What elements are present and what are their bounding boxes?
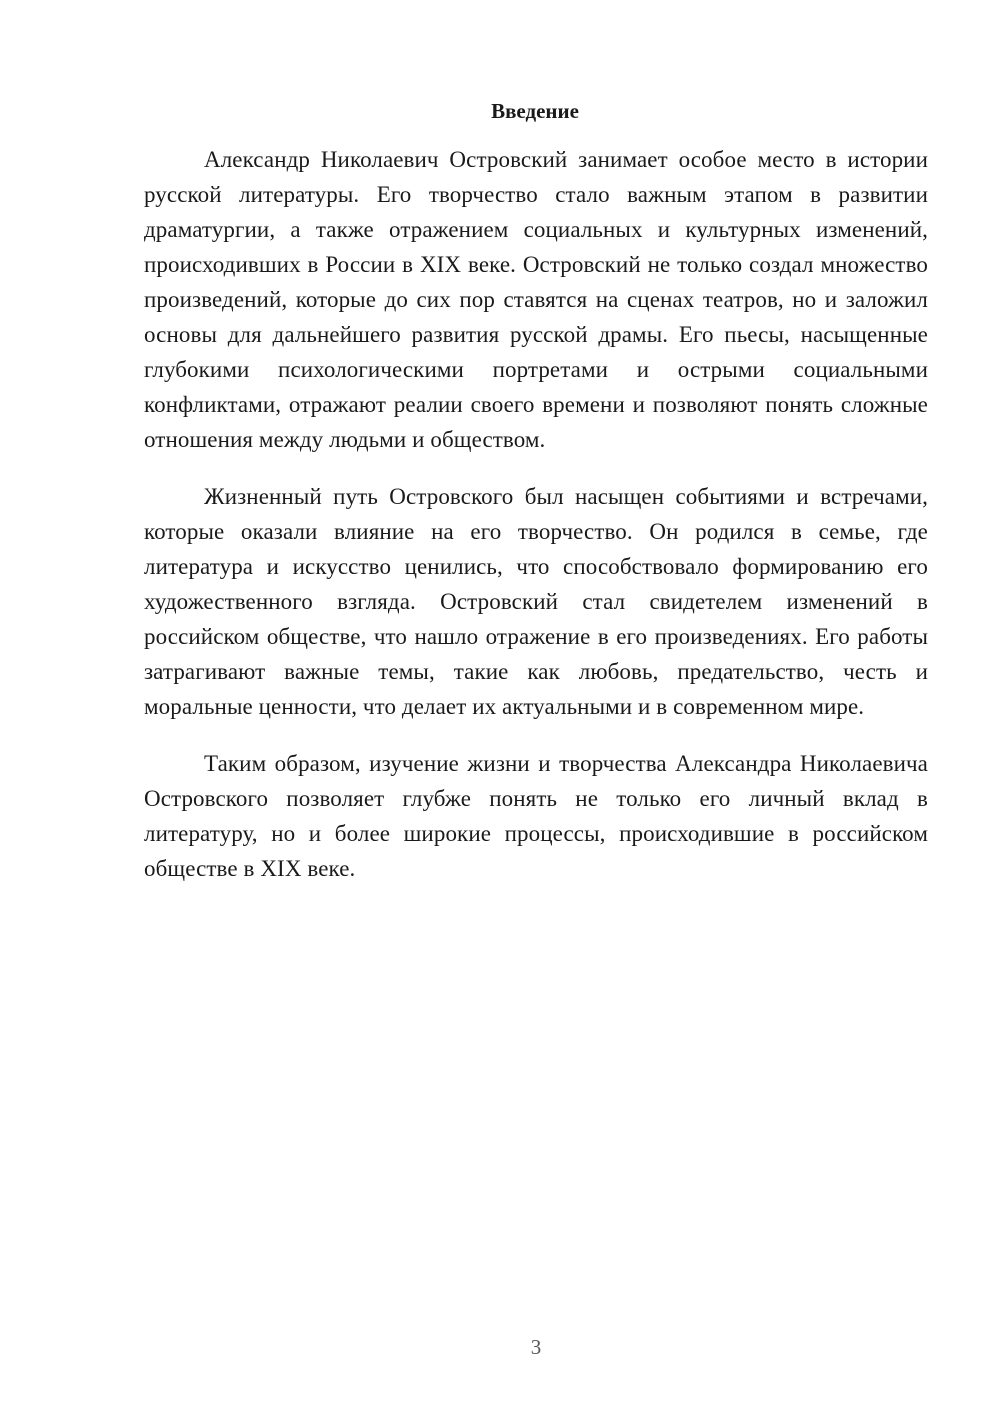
paragraph-conclusion: Таким образом, изучение жизни и творчества Александра Николаевича Островского позволяет глубже понять не только его личный вклад в литературу, но и более широкие процессы, происходившие в российском обществе в XIX веке. xyxy=(144,751,928,881)
section-title: Введение xyxy=(491,99,579,123)
page-number: 3 xyxy=(530,1335,542,1359)
document-body xyxy=(144,142,928,908)
paragraph-intro: Александр Николаевич Островский занимает особое место в истории русской литературы. Его творчество стало важным этапом в развитии драматургии, а также отражением социальных и культурных изменений, происходивших в России в XIX веке. Островский не только создал множество произведений, которые до сих пор ставятся на сценах театров, но и заложил основы для дальнейшего развития русской драмы. Его пьесы, насыщенные глубокими психологическими портретами и острыми социальными конфликтами, отражают реалии своего времени и позволяют понять сложные отношения между людьми и обществом. xyxy=(144,147,928,452)
paragraph-biography: Жизненный путь Островского был насыщен событиями и встречами, которые оказали влияние на его творчество. Он родился в семье, где литература и искусство ценились, что способствовало формированию его художественного взгляда. Островский стал свидетелем изменений в российском обществе, что нашло отражение в его произведениях. Его работы затрагивают важные темы, такие как любовь, предательство, честь и моральные ценности, что делает их актуальными и в современном мире. xyxy=(144,484,928,719)
